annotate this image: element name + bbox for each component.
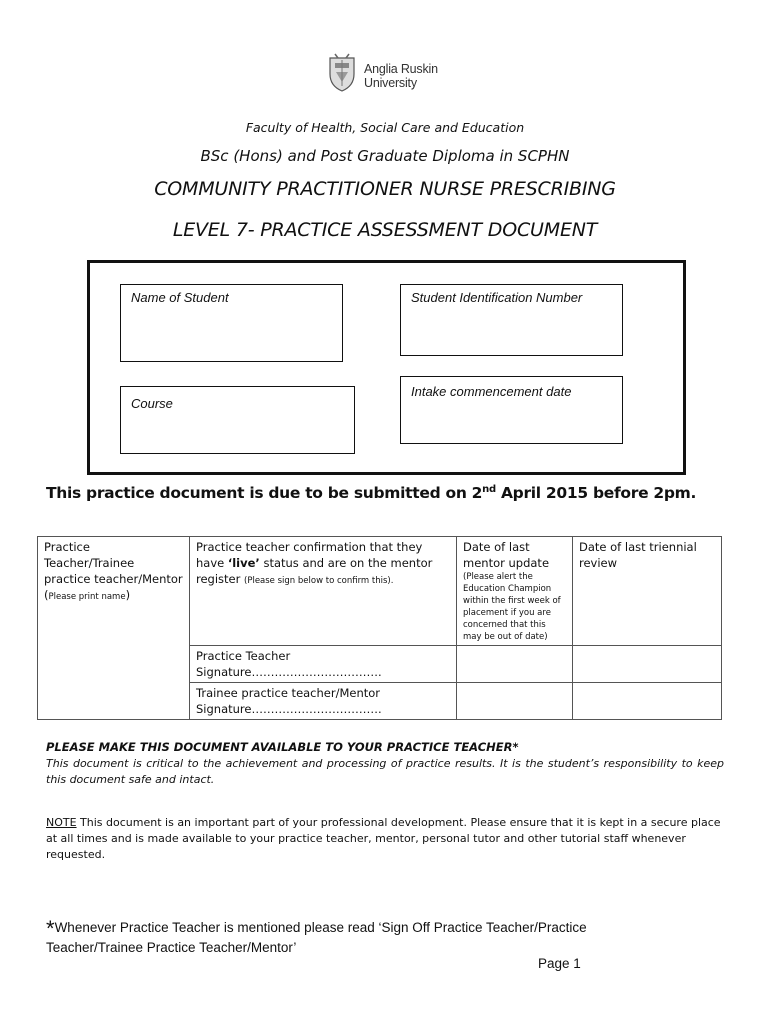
note-paragraph: [46, 815, 726, 863]
mentor-signature-table: [37, 536, 722, 720]
col1-close: ): [125, 588, 131, 602]
row2-label: Practice Teacher: [196, 649, 291, 663]
due-date-notice: [46, 484, 696, 502]
logo-line-1: Anglia Ruskin: [364, 62, 438, 76]
col2-text-post: status and are on the mentor register: [196, 556, 433, 586]
course-field[interactable]: [120, 386, 355, 454]
col2-text-pre: Practice teacher confirmation that they have: [196, 540, 423, 570]
intake-date-label: Intake commencement date: [411, 384, 572, 399]
degree-title: BSc (Hons) and Post Graduate Diploma in SCPHN: [200, 147, 570, 165]
due-text-before: This practice document is due to be submitted on 2: [46, 484, 483, 503]
document-title: COMMUNITY PRACTITIONER NURSE PRESCRIBING: [154, 178, 616, 200]
faculty-name: Faculty of Health, Social Care and Education: [245, 120, 525, 135]
col1-label: Practice Teacher/Trainee practice teacher/Mentor: [44, 540, 183, 586]
footnote-text: Whenever Practice Teacher is mentioned please read ‘Sign Off Practice Teacher/Practice Teacher/Trainee Practice Teacher/Mentor’: [46, 920, 587, 955]
student-id-field[interactable]: [400, 284, 623, 356]
note-text: This document is an important part of your professional development. Please ensure that it is kept in a secure place at all times and is made available to your practice teacher, mentor, personal tutor and other tutorial staff whenever requested.: [46, 816, 721, 861]
footnote: [46, 918, 686, 957]
note-label: NOTE: [46, 816, 77, 829]
col2-note: (Please sign below to confirm this).: [244, 576, 394, 586]
row2-triennial-review-date[interactable]: [573, 646, 722, 683]
practice-teacher-signature-cell[interactable]: [190, 646, 457, 683]
row3-triennial-review-date[interactable]: [573, 683, 722, 720]
confirmation-header-cell: [190, 537, 457, 646]
row3-label: Trainee practice teacher/Mentor: [196, 686, 381, 700]
footnote-star: *: [46, 916, 55, 941]
col1-note: Please print name: [48, 592, 126, 602]
mentor-signature-cell[interactable]: [190, 683, 457, 720]
table-header-row: [38, 537, 722, 646]
page-number: Page 1: [538, 956, 581, 971]
availability-heading: PLEASE MAKE THIS DOCUMENT AVAILABLE TO YOUR PRACTICE TEACHER*: [46, 740, 519, 754]
mentor-update-header-cell: [457, 537, 573, 646]
document-subtitle: LEVEL 7- PRACTICE ASSESSMENT DOCUMENT: [172, 219, 598, 241]
crest-icon: [326, 52, 358, 92]
row3-mentor-update-date[interactable]: [457, 683, 573, 720]
critical-statement: This document is critical to the achievement and processing of practice results. It is the student’s responsibility to keep this document safe and intact.: [46, 757, 724, 786]
col3-label: Date of last mentor update: [463, 540, 550, 570]
practice-teacher-name-cell[interactable]: [38, 537, 190, 720]
due-text-after: April 2015 before 2pm.: [495, 484, 697, 503]
row3-signature-line: Signature…………………………….: [196, 702, 382, 716]
triennial-review-header-cell: [573, 537, 722, 646]
row2-mentor-update-date[interactable]: [457, 646, 573, 683]
col4-label: Date of last triennial review: [579, 540, 697, 570]
row2-signature-line: Signature…………………………….: [196, 665, 382, 679]
col3-note: (Please alert the Education Champion within the first week of placement if you are concerned that this may be out of date): [463, 572, 561, 642]
course-label: Course: [131, 396, 173, 411]
student-name-label: Name of Student: [131, 290, 229, 305]
col1-open: (: [44, 588, 49, 602]
intake-date-field[interactable]: [400, 376, 623, 444]
university-logo: [326, 52, 456, 94]
logo-line-2: University: [364, 76, 417, 90]
student-id-label: Student Identification Number: [411, 290, 583, 305]
student-name-field[interactable]: [120, 284, 343, 362]
due-text-sup: nd: [482, 484, 496, 495]
col2-live: ‘live’: [227, 556, 260, 570]
